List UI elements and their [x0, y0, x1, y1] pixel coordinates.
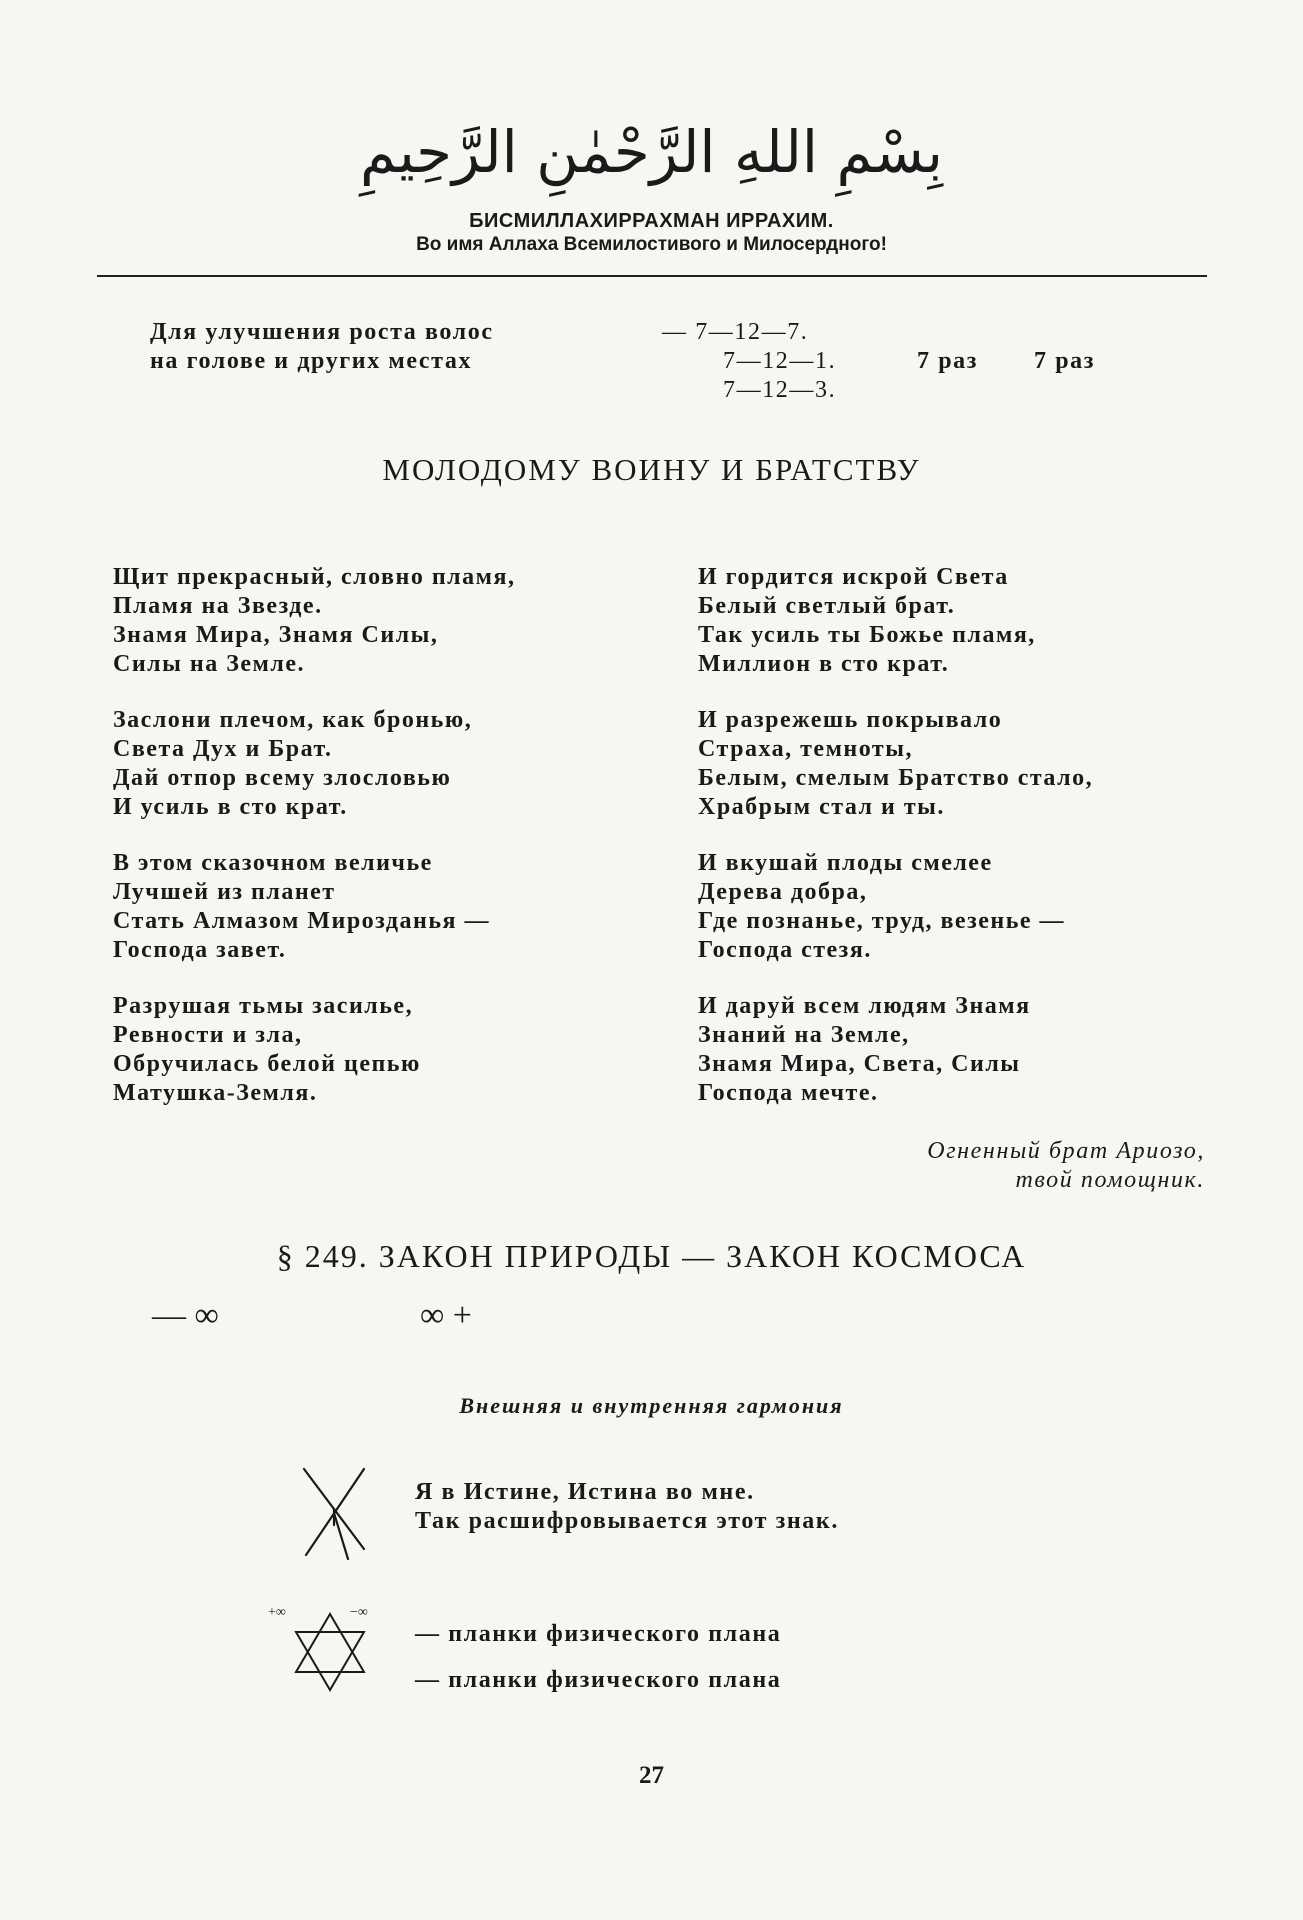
poem-line: Света Дух и Брат. [113, 736, 333, 762]
poem-line: Лучшей из планет [113, 879, 336, 905]
poem-line: В этом сказочном величье [113, 850, 433, 876]
star-of-david-icon [292, 1610, 368, 1694]
signature-line2: твой помощник. [1015, 1167, 1205, 1193]
poem-line: Знамя Мира, Знамя Силы, [113, 622, 439, 648]
poem-line: Белым, смелым Братство стало, [698, 765, 1094, 791]
poem-right-stanza-1 [698, 563, 1036, 679]
minus-infinity: — ∞ [152, 1297, 219, 1334]
plank-line-2: — планки физического плана [415, 1667, 782, 1693]
poem-line: Знамя Мира, Света, Силы [698, 1051, 1021, 1077]
poem-line: Знаний на Земле, [698, 1022, 910, 1048]
poem-title: МОЛОДОМУ ВОИНУ И БРАТСТВУ [382, 452, 921, 487]
hair-label-line1: Для улучшения роста волос [150, 319, 494, 345]
hair-label [150, 318, 494, 376]
poem-line: Миллион в сто крат. [698, 651, 950, 677]
poem-line: Стать Алмазом Мирозданья — [113, 908, 491, 934]
plus-infinity: ∞ + [420, 1297, 472, 1334]
truth-sign-text [415, 1478, 839, 1536]
arabic-bismillah: بِسْمِ اللهِ الرَّحْمٰنِ الرَّحِيمِ [360, 118, 943, 186]
poem-line: Силы на Земле. [113, 651, 305, 677]
star-label-minus: −∞ [350, 1605, 368, 1620]
header-title: БИСМИЛЛАХИРРАХМАН ИРРАХИМ. [469, 210, 834, 232]
header-divider [97, 275, 1207, 277]
poem-line: Ревности и зла, [113, 1022, 303, 1048]
poem-left-stanza-4 [113, 992, 421, 1108]
truth-sign-icon [300, 1465, 368, 1561]
poem-left-stanza-3 [113, 849, 490, 965]
truth-sign-line1: Я в Истине, Истина во мне. [415, 1479, 755, 1505]
poem-line: Пламя на Звезде. [113, 593, 323, 619]
poem-line: Господа завет. [113, 937, 287, 963]
harmony-subtitle: Внешняя и внутренняя гармония [459, 1393, 844, 1418]
poem-line: Господа мечте. [698, 1080, 879, 1106]
poem-signature [927, 1137, 1205, 1195]
poem-line: И усиль в сто крат. [113, 794, 348, 820]
hair-times-1: 7 раз [917, 348, 978, 374]
hair-label-line2: на голове и других местах [150, 348, 473, 374]
poem-line: Дерева добра, [698, 879, 868, 905]
poem-line: Господа стезя. [698, 937, 872, 963]
star-label-plus: +∞ [268, 1605, 286, 1620]
poem-line: Щит прекрасный, словно пламя, [113, 564, 516, 590]
poem-left-stanza-2 [113, 706, 472, 822]
hair-code-3: 7—12—3. [723, 377, 837, 403]
poem-right-stanza-4 [698, 992, 1031, 1108]
header-subtitle: Во имя Аллаха Всемилостивого и Милосердного! [416, 234, 887, 255]
poem-line: Заслони плечом, как бронью, [113, 707, 473, 733]
poem-line: Где познанье, труд, везенье — [698, 908, 1066, 934]
poem-line: И гордится искрой Света [698, 564, 1009, 590]
poem-right-stanza-2 [698, 706, 1093, 822]
poem-line: И вкушай плоды смелее [698, 850, 993, 876]
poem-line: Так усиль ты Божье пламя, [698, 622, 1036, 648]
poem-line: Дай отпор всему злословью [113, 765, 452, 791]
poem-right-stanza-3 [698, 849, 1065, 965]
poem-line: Обручилась белой цепью [113, 1051, 421, 1077]
section-title: § 249. ЗАКОН ПРИРОДЫ — ЗАКОН КОСМОСА [276, 1238, 1027, 1274]
poem-line: Страха, темноты, [698, 736, 913, 762]
hair-code-1: — 7—12—7. [662, 319, 809, 345]
plank-line-1: — планки физического плана [415, 1621, 782, 1647]
signature-line1: Огненный брат Ариозо, [927, 1138, 1205, 1164]
poem-left-stanza-1 [113, 563, 515, 679]
poem-line: Матушка-Земля. [113, 1080, 318, 1106]
poem-line: Храбрым стал и ты. [698, 794, 945, 820]
hair-times-2: 7 раз [1034, 348, 1095, 374]
poem-line: И даруй всем людям Знамя [698, 993, 1031, 1019]
poem-line: Белый светлый брат. [698, 593, 956, 619]
hair-code-2: 7—12—1. [723, 348, 837, 374]
poem-line: И разрежешь покрывало [698, 707, 1003, 733]
poem-line: Разрушая тьмы засилье, [113, 993, 414, 1019]
page-number: 27 [639, 1762, 664, 1789]
truth-sign-line2: Так расшифровывается этот знак. [415, 1508, 839, 1534]
